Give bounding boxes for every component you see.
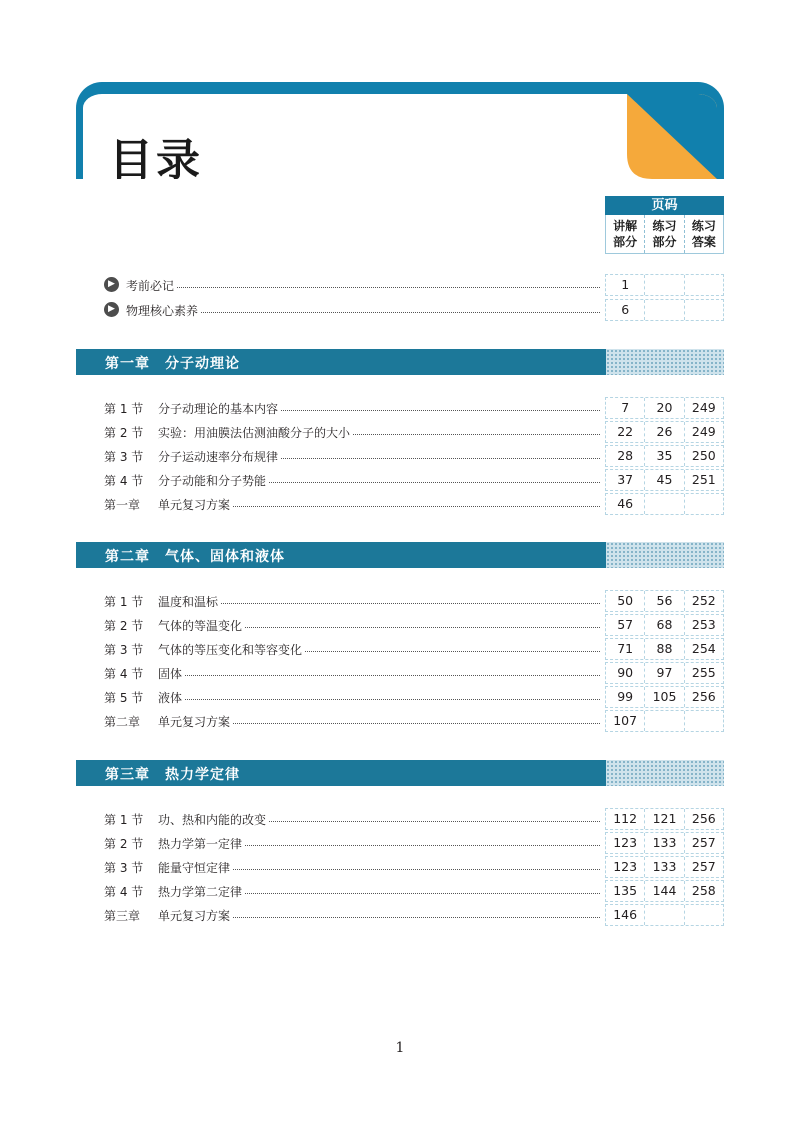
toc-entry[interactable] [104, 662, 724, 684]
entry-label: 第 1 节 [104, 593, 147, 610]
entry-title: 温度和温标 [158, 593, 221, 610]
entry-label: 第 3 节 [104, 859, 147, 876]
page-number-cell: 37 [617, 472, 634, 487]
page-number-cells [605, 638, 724, 660]
entry-label: 第 2 节 [104, 424, 147, 441]
page-number-cell [644, 905, 683, 925]
page-number-cell: 28 [617, 448, 634, 463]
entry-label: 第二章 [104, 713, 144, 730]
toc-entry[interactable] [104, 299, 724, 321]
page-number-cell: 121 [644, 809, 683, 829]
page-number-cell [644, 494, 683, 514]
page-number-cell [684, 494, 723, 514]
page-number-cells [605, 686, 724, 708]
page-number-cell: 97 [644, 663, 683, 683]
entry-title: 液体 [158, 689, 185, 706]
column-answers: 练习 答案 [684, 215, 723, 253]
page-number-cell: 1 [621, 277, 630, 292]
entry-label: 第 2 节 [104, 835, 147, 852]
entry-label: 第 2 节 [104, 617, 147, 634]
entry-label: 第 3 节 [104, 641, 147, 658]
page-number: 1 [395, 1040, 405, 1056]
entry-title: 热力学第二定律 [158, 883, 245, 900]
page-number-cell [684, 711, 723, 731]
entry-title: 分子动理论的基本内容 [158, 400, 281, 417]
toc-entry[interactable] [104, 614, 724, 636]
page-columns-header [605, 196, 724, 254]
page-number-cell: 88 [644, 639, 683, 659]
toc-entry[interactable] [104, 274, 724, 296]
page-number-cells [605, 590, 724, 612]
entry-title: 实验：用油膜法估测油酸分子的大小 [158, 424, 353, 441]
page-number-cell: 56 [644, 591, 683, 611]
page-title: 目录 [109, 135, 203, 179]
page-number-cell: 22 [617, 424, 634, 439]
page-number-cell: 57 [617, 617, 634, 632]
page-number-cell [684, 905, 723, 925]
page-number-cells [605, 662, 724, 684]
page-number-cell [644, 300, 683, 320]
corner-decoration-icon [627, 94, 717, 179]
entry-label: 第 4 节 [104, 883, 147, 900]
play-bullet-icon: ▶ [104, 302, 119, 317]
entry-label: 第 1 节 [104, 811, 147, 828]
page-number-cell: 135 [613, 883, 638, 898]
toc-entry[interactable] [104, 397, 724, 419]
dot-leader [158, 699, 600, 700]
page-number-cell: 68 [644, 615, 683, 635]
page-number-cell: 253 [684, 615, 723, 635]
page-number-cell: 144 [644, 881, 683, 901]
page-number-cell: 105 [644, 687, 683, 707]
page-number-cell: 257 [684, 833, 723, 853]
page-number-cell: 90 [617, 665, 634, 680]
page-number-cell: 249 [684, 398, 723, 418]
page-number-cells [605, 880, 724, 902]
page-number-cell: 133 [644, 833, 683, 853]
entry-title: 热力学第一定律 [158, 835, 245, 852]
chapter-title: 第一章 分子动理论 [105, 356, 240, 372]
entry-label: 第 3 节 [104, 448, 147, 465]
page-number-cell: 257 [684, 857, 723, 877]
toc-entry[interactable] [104, 445, 724, 467]
page-number-cell: 107 [613, 713, 638, 728]
page-number-cells [605, 493, 724, 515]
toc-entry[interactable] [104, 904, 724, 926]
entry-label: 第一章 [104, 496, 144, 513]
page-number-cell: 133 [644, 857, 683, 877]
page-number-cell: 254 [684, 639, 723, 659]
page-number-cell: 249 [684, 422, 723, 442]
toc-entry[interactable] [104, 710, 724, 732]
entry-title: 考前必记 [126, 277, 177, 294]
page-number-cell: 7 [621, 400, 630, 415]
toc-entry[interactable] [104, 880, 724, 902]
entry-title: 功、热和内能的改变 [158, 811, 269, 828]
toc-entry[interactable] [104, 590, 724, 612]
entry-title: 单元复习方案 [158, 907, 233, 924]
page-number-cell [644, 275, 683, 295]
entry-label: 第 4 节 [104, 665, 147, 682]
page-number-cells [605, 856, 724, 878]
contents-header [76, 82, 724, 179]
entry-label: 第 5 节 [104, 689, 147, 706]
page-number-cell: 256 [684, 687, 723, 707]
dot-leader [158, 675, 600, 676]
entry-title: 分子运动速率分布规律 [158, 448, 281, 465]
entry-title: 单元复习方案 [158, 496, 233, 513]
page-number-cell: 46 [617, 496, 634, 511]
page-number-cell [644, 711, 683, 731]
chapter-title: 第二章 气体、固体和液体 [105, 549, 285, 565]
chapter-banner [76, 760, 724, 786]
toc-entry[interactable] [104, 421, 724, 443]
page-number-cell: 255 [684, 663, 723, 683]
page-number-cell: 258 [684, 881, 723, 901]
entry-title: 分子动能和分子势能 [158, 472, 269, 489]
toc-entry[interactable] [104, 469, 724, 491]
entry-label: 第 1 节 [104, 400, 147, 417]
toc-entry[interactable] [104, 686, 724, 708]
dot-leader [126, 287, 600, 288]
page-number-cell: 250 [684, 446, 723, 466]
page-number-cells [605, 904, 724, 926]
page-number-cell [684, 300, 723, 320]
chapter-title: 第三章 热力学定律 [105, 767, 240, 783]
chapter-pattern [606, 760, 724, 786]
page-number-cell: 71 [617, 641, 634, 656]
entry-title: 物理核心素养 [126, 302, 201, 319]
page-number-cell [684, 275, 723, 295]
toc-entry[interactable] [104, 832, 724, 854]
page-number-cell: 35 [644, 446, 683, 466]
page-number-cells [605, 832, 724, 854]
toc-entry[interactable] [104, 493, 724, 515]
toc-entry[interactable] [104, 856, 724, 878]
entry-title: 单元复习方案 [158, 713, 233, 730]
page-number-cell: 252 [684, 591, 723, 611]
entry-label: 第 4 节 [104, 472, 147, 489]
page-number-cells [605, 808, 724, 830]
dot-leader [158, 603, 600, 604]
page-number-cells [605, 469, 724, 491]
columns-group-label: 页码 [605, 196, 724, 215]
page-number-cells [605, 274, 724, 296]
page-number-cell: 50 [617, 593, 634, 608]
page-number-cell: 45 [644, 470, 683, 490]
page-number-cell: 256 [684, 809, 723, 829]
page-number-cell: 251 [684, 470, 723, 490]
entry-title: 气体的等温变化 [158, 617, 245, 634]
page-number-cell: 99 [617, 689, 634, 704]
column-exercise: 练习 部分 [644, 215, 683, 253]
entry-label: 第三章 [104, 907, 144, 924]
page-number-cell: 123 [613, 859, 638, 874]
page-number-cell: 6 [621, 302, 630, 317]
page-number-cells [605, 299, 724, 321]
page-number-cell: 123 [613, 835, 638, 850]
page-number-cells [605, 614, 724, 636]
entry-title: 固体 [158, 665, 185, 682]
page-number-cells [605, 421, 724, 443]
page-number-cell: 146 [613, 907, 638, 922]
entry-title: 气体的等压变化和等容变化 [158, 641, 305, 658]
toc-entry[interactable] [104, 808, 724, 830]
chapter-pattern [606, 542, 724, 568]
chapter-banner [76, 349, 724, 375]
page-number-cells [605, 397, 724, 419]
entry-title: 能量守恒定律 [158, 859, 233, 876]
chapter-pattern [606, 349, 724, 375]
page-number-cells [605, 710, 724, 732]
column-lecture: 讲解 部分 [613, 219, 638, 249]
page-number-cell: 26 [644, 422, 683, 442]
page-number-cells [605, 445, 724, 467]
play-bullet-icon: ▶ [104, 277, 119, 292]
chapter-banner [76, 542, 724, 568]
page-number-cell: 112 [613, 811, 638, 826]
toc-entry[interactable] [104, 638, 724, 660]
page-number-cell: 20 [644, 398, 683, 418]
